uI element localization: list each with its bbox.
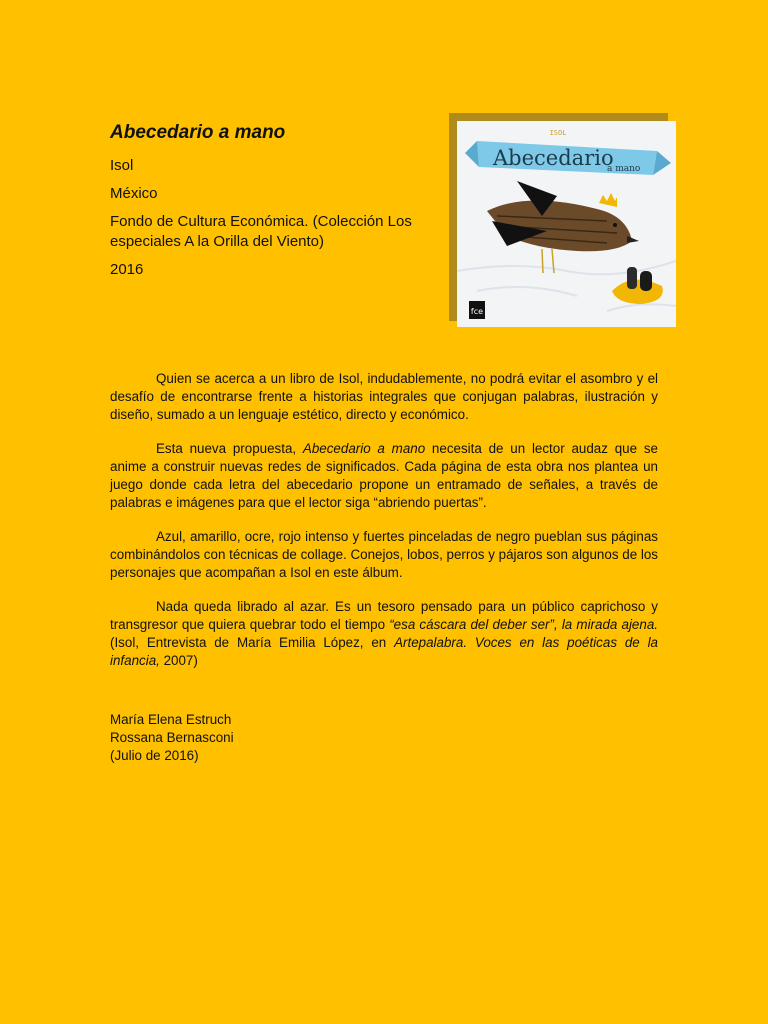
review-p3-text: Azul, amarillo, ocre, rojo intenso y fuertes pinceladas de negro pueblan sus páginas combinándolos con técnicas de collage. Conejos, lobos, perros y pájaros son algunos de los personajes que acompañan a Isol en este álbum. [110, 529, 658, 580]
fce-logo-icon [469, 301, 485, 319]
review-p4-text-b: (Isol, Entrevista de María Emilia López, en [110, 635, 395, 650]
review-paragraph-1 [110, 370, 658, 424]
book-info [110, 120, 450, 288]
review-p4-quote: “esa cáscara del deber ser”, la mirada ajena. [389, 617, 658, 632]
book-cover [449, 113, 669, 323]
cover-title-main: Abecedario [493, 146, 614, 170]
book-title: Abecedario a mano [110, 122, 286, 143]
review-p4-text-a: Nada queda librado al azar. Es un tesoro pensado para un público caprichoso y transgresor que quiera quebrar todo el tiempo [110, 599, 658, 632]
review-p2-book-title: Abecedario a mano [302, 441, 426, 456]
cover-illustration [457, 121, 676, 327]
review-p1-text: Quien se acerca a un libro de Isol, indudablemente, no podrá evitar el asombro y el desafío de encontrarse frente a historias integrales que conjugan palabras, ilustración y diseño, sumado a un lenguaje estético, directo y económico. [110, 371, 658, 422]
book-year: 2016 [110, 261, 144, 278]
signature-block [110, 711, 234, 765]
bird-icon [487, 181, 639, 273]
review-p4-source: Artepalabra. Voces en las poéticas de la infancia, [110, 635, 659, 668]
book-publisher: Fondo de Cultura Económica. (Colección Los especiales A la Orilla del Viento) [110, 213, 412, 250]
cover-title-small: a mano [607, 164, 641, 174]
svg-text:fce: fce [470, 307, 484, 316]
review-paragraph-4 [110, 598, 658, 670]
review-paragraph-2 [110, 440, 658, 512]
review-p2-text-a: Esta nueva propuesta, [156, 441, 303, 456]
signature-author-2: Rossana Bernasconi [110, 730, 234, 745]
signature-date: (Julio de 2016) [110, 748, 199, 763]
review-p2-text-b: necesita de un lector audaz que se anime a construir nuevas redes de significados. Cada página de esta obra nos plantea un juego donde cada letra del abecedario propone un entramado de señales, a través de palabras e imágenes para que el lector siga “abriendo puertas”. [110, 441, 658, 510]
cover-image [457, 121, 676, 327]
review-paragraph-3 [110, 528, 658, 582]
book-country: México [110, 185, 158, 202]
signature-author-1: María Elena Estruch [110, 712, 232, 727]
review-body [110, 370, 658, 686]
review-p4-text-c: 2007) [159, 653, 198, 668]
cover-author-label: ISOL [549, 129, 567, 137]
book-author: Isol [110, 157, 134, 174]
